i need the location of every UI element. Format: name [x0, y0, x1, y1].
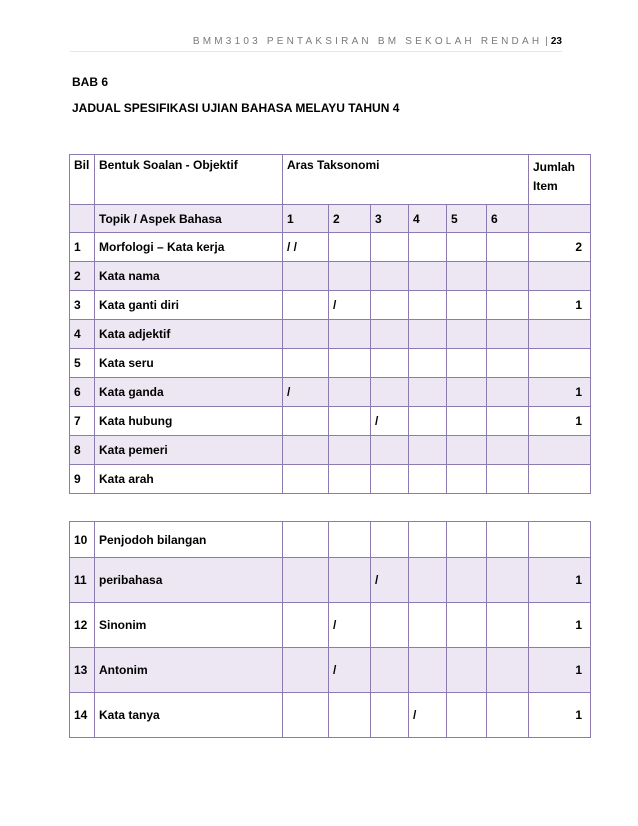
bil-header: Bil: [70, 155, 95, 205]
row-topic: Antonim: [95, 648, 283, 693]
row-topic: Sinonim: [95, 603, 283, 648]
row-level-6-mark: [487, 407, 529, 436]
row-total: 1: [529, 378, 591, 407]
row-number: 6: [70, 378, 95, 407]
row-level-4-mark: [409, 465, 447, 494]
row-level-4-mark: [409, 558, 447, 603]
row-level-4-mark: [409, 436, 447, 465]
row-level-2-mark: [329, 262, 371, 291]
jumlah-subheader-blank: [529, 205, 591, 233]
row-level-4-mark: [409, 291, 447, 320]
row-level-1-mark: [283, 436, 329, 465]
row-level-3-mark: /: [371, 407, 409, 436]
row-level-1-mark: [283, 693, 329, 738]
row-level-2-mark: [329, 349, 371, 378]
row-level-1-mark: [283, 465, 329, 494]
row-level-5-mark: [447, 558, 487, 603]
row-level-6-mark: [487, 436, 529, 465]
row-level-2-mark: /: [329, 648, 371, 693]
row-topic: peribahasa: [95, 558, 283, 603]
row-level-1-mark: [283, 291, 329, 320]
chapter-label: BAB 6: [72, 75, 109, 89]
row-level-5-mark: [447, 349, 487, 378]
course-title: BMM3103 PENTAKSIRAN BM SEKOLAH RENDAH: [192, 36, 543, 47]
row-number: 10: [70, 522, 95, 558]
row-level-3-mark: [371, 349, 409, 378]
row-level-2-mark: /: [329, 291, 371, 320]
row-total: [529, 465, 591, 494]
row-number: 11: [70, 558, 95, 603]
row-total: 1: [529, 291, 591, 320]
row-level-5-mark: [447, 262, 487, 291]
row-level-5-mark: [447, 436, 487, 465]
row-number: 2: [70, 262, 95, 291]
row-level-6-mark: [487, 522, 529, 558]
table-subheader-row: [70, 205, 591, 233]
row-number: 7: [70, 407, 95, 436]
row-level-6-mark: [487, 603, 529, 648]
row-topic: Morfologi – Kata kerja: [95, 233, 283, 262]
row-level-4-mark: [409, 603, 447, 648]
level-4-header: 4: [409, 205, 447, 233]
level-5-header: 5: [447, 205, 487, 233]
row-topic: Kata seru: [95, 349, 283, 378]
row-level-1-mark: [283, 603, 329, 648]
row-number: 8: [70, 436, 95, 465]
row-level-6-mark: [487, 349, 529, 378]
row-total: [529, 436, 591, 465]
row-level-5-mark: [447, 407, 487, 436]
row-level-3-mark: [371, 465, 409, 494]
row-number: 5: [70, 349, 95, 378]
table-row: [70, 465, 591, 494]
specification-table: [69, 154, 591, 494]
table-header-row: [70, 155, 591, 205]
row-level-3-mark: [371, 233, 409, 262]
row-number: 12: [70, 603, 95, 648]
table-row: [70, 291, 591, 320]
row-topic: Kata tanya: [95, 693, 283, 738]
row-level-1-mark: /: [283, 378, 329, 407]
table-row: [70, 693, 591, 738]
row-level-2-mark: [329, 320, 371, 349]
row-level-1-mark: / /: [283, 233, 329, 262]
row-level-5-mark: [447, 378, 487, 407]
row-level-4-mark: [409, 648, 447, 693]
header-separator: |: [545, 36, 548, 47]
row-level-1-mark: [283, 320, 329, 349]
row-level-4-mark: [409, 378, 447, 407]
table-row: [70, 349, 591, 378]
row-level-6-mark: [487, 648, 529, 693]
header-rule: [70, 51, 562, 52]
row-total: [529, 522, 591, 558]
row-level-6-mark: [487, 465, 529, 494]
row-level-6-mark: [487, 378, 529, 407]
row-level-6-mark: [487, 291, 529, 320]
row-level-5-mark: [447, 320, 487, 349]
table-row: [70, 233, 591, 262]
row-level-2-mark: /: [329, 603, 371, 648]
row-level-4-mark: [409, 522, 447, 558]
row-level-3-mark: [371, 648, 409, 693]
row-level-2-mark: [329, 693, 371, 738]
row-level-4-mark: [409, 320, 447, 349]
row-level-4-mark: /: [409, 693, 447, 738]
row-total: 1: [529, 603, 591, 648]
bentuk-header: Bentuk Soalan - Objektif: [95, 155, 283, 205]
row-total: 2: [529, 233, 591, 262]
row-level-4-mark: [409, 349, 447, 378]
row-total: [529, 262, 591, 291]
row-total: 1: [529, 407, 591, 436]
row-number: 3: [70, 291, 95, 320]
specification-table-continued: [69, 521, 591, 738]
row-level-1-mark: [283, 522, 329, 558]
row-level-3-mark: [371, 262, 409, 291]
row-level-3-mark: [371, 378, 409, 407]
row-level-2-mark: [329, 436, 371, 465]
row-level-2-mark: [329, 465, 371, 494]
table-row: [70, 407, 591, 436]
row-level-3-mark: [371, 693, 409, 738]
level-2-header: 2: [329, 205, 371, 233]
row-level-4-mark: [409, 233, 447, 262]
row-total: 1: [529, 558, 591, 603]
row-level-1-mark: [283, 648, 329, 693]
row-topic: Kata pemeri: [95, 436, 283, 465]
row-level-3-mark: [371, 291, 409, 320]
document-title: JADUAL SPESIFIKASI UJIAN BAHASA MELAYU TAHUN 4: [72, 101, 400, 115]
row-level-5-mark: [447, 693, 487, 738]
row-level-5-mark: [447, 522, 487, 558]
row-level-6-mark: [487, 320, 529, 349]
row-number: 4: [70, 320, 95, 349]
row-level-6-mark: [487, 693, 529, 738]
bil-subheader-blank: [70, 205, 95, 233]
page-header: [70, 36, 562, 47]
row-level-5-mark: [447, 603, 487, 648]
level-6-header: 6: [487, 205, 529, 233]
row-level-3-mark: /: [371, 558, 409, 603]
row-level-2-mark: [329, 407, 371, 436]
page-number: 23: [550, 36, 562, 47]
row-level-6-mark: [487, 262, 529, 291]
row-level-3-mark: [371, 603, 409, 648]
row-total: [529, 349, 591, 378]
row-number: 13: [70, 648, 95, 693]
row-level-2-mark: [329, 233, 371, 262]
row-level-1-mark: [283, 262, 329, 291]
row-topic: Kata ganti diri: [95, 291, 283, 320]
row-total: 1: [529, 693, 591, 738]
row-level-3-mark: [371, 320, 409, 349]
row-topic: Kata nama: [95, 262, 283, 291]
row-level-5-mark: [447, 233, 487, 262]
row-level-5-mark: [447, 291, 487, 320]
row-topic: Kata arah: [95, 465, 283, 494]
jumlah-header: [529, 155, 591, 205]
row-topic: Kata hubung: [95, 407, 283, 436]
row-total: 1: [529, 648, 591, 693]
row-level-1-mark: [283, 558, 329, 603]
table-row: [70, 378, 591, 407]
row-level-2-mark: [329, 378, 371, 407]
row-number: 9: [70, 465, 95, 494]
table-row: [70, 603, 591, 648]
row-topic: Penjodoh bilangan: [95, 522, 283, 558]
row-level-3-mark: [371, 522, 409, 558]
row-level-6-mark: [487, 233, 529, 262]
row-level-2-mark: [329, 558, 371, 603]
table-row: [70, 648, 591, 693]
row-number: 14: [70, 693, 95, 738]
row-number: 1: [70, 233, 95, 262]
row-topic: Kata ganda: [95, 378, 283, 407]
row-level-6-mark: [487, 558, 529, 603]
jumlah-header-line1: Jumlah: [533, 160, 576, 174]
table-row: [70, 320, 591, 349]
row-level-2-mark: [329, 522, 371, 558]
aras-header: Aras Taksonomi: [283, 155, 529, 205]
row-level-3-mark: [371, 436, 409, 465]
row-level-4-mark: [409, 407, 447, 436]
table-row: [70, 262, 591, 291]
row-total: [529, 320, 591, 349]
row-level-1-mark: [283, 349, 329, 378]
table-row: [70, 522, 591, 558]
table-row: [70, 436, 591, 465]
jumlah-header-line2: Item: [533, 179, 558, 193]
row-level-5-mark: [447, 648, 487, 693]
row-level-5-mark: [447, 465, 487, 494]
table-row: [70, 558, 591, 603]
level-1-header: 1: [283, 205, 329, 233]
row-level-1-mark: [283, 407, 329, 436]
row-level-4-mark: [409, 262, 447, 291]
topik-header: Topik / Aspek Bahasa: [95, 205, 283, 233]
level-3-header: 3: [371, 205, 409, 233]
row-topic: Kata adjektif: [95, 320, 283, 349]
